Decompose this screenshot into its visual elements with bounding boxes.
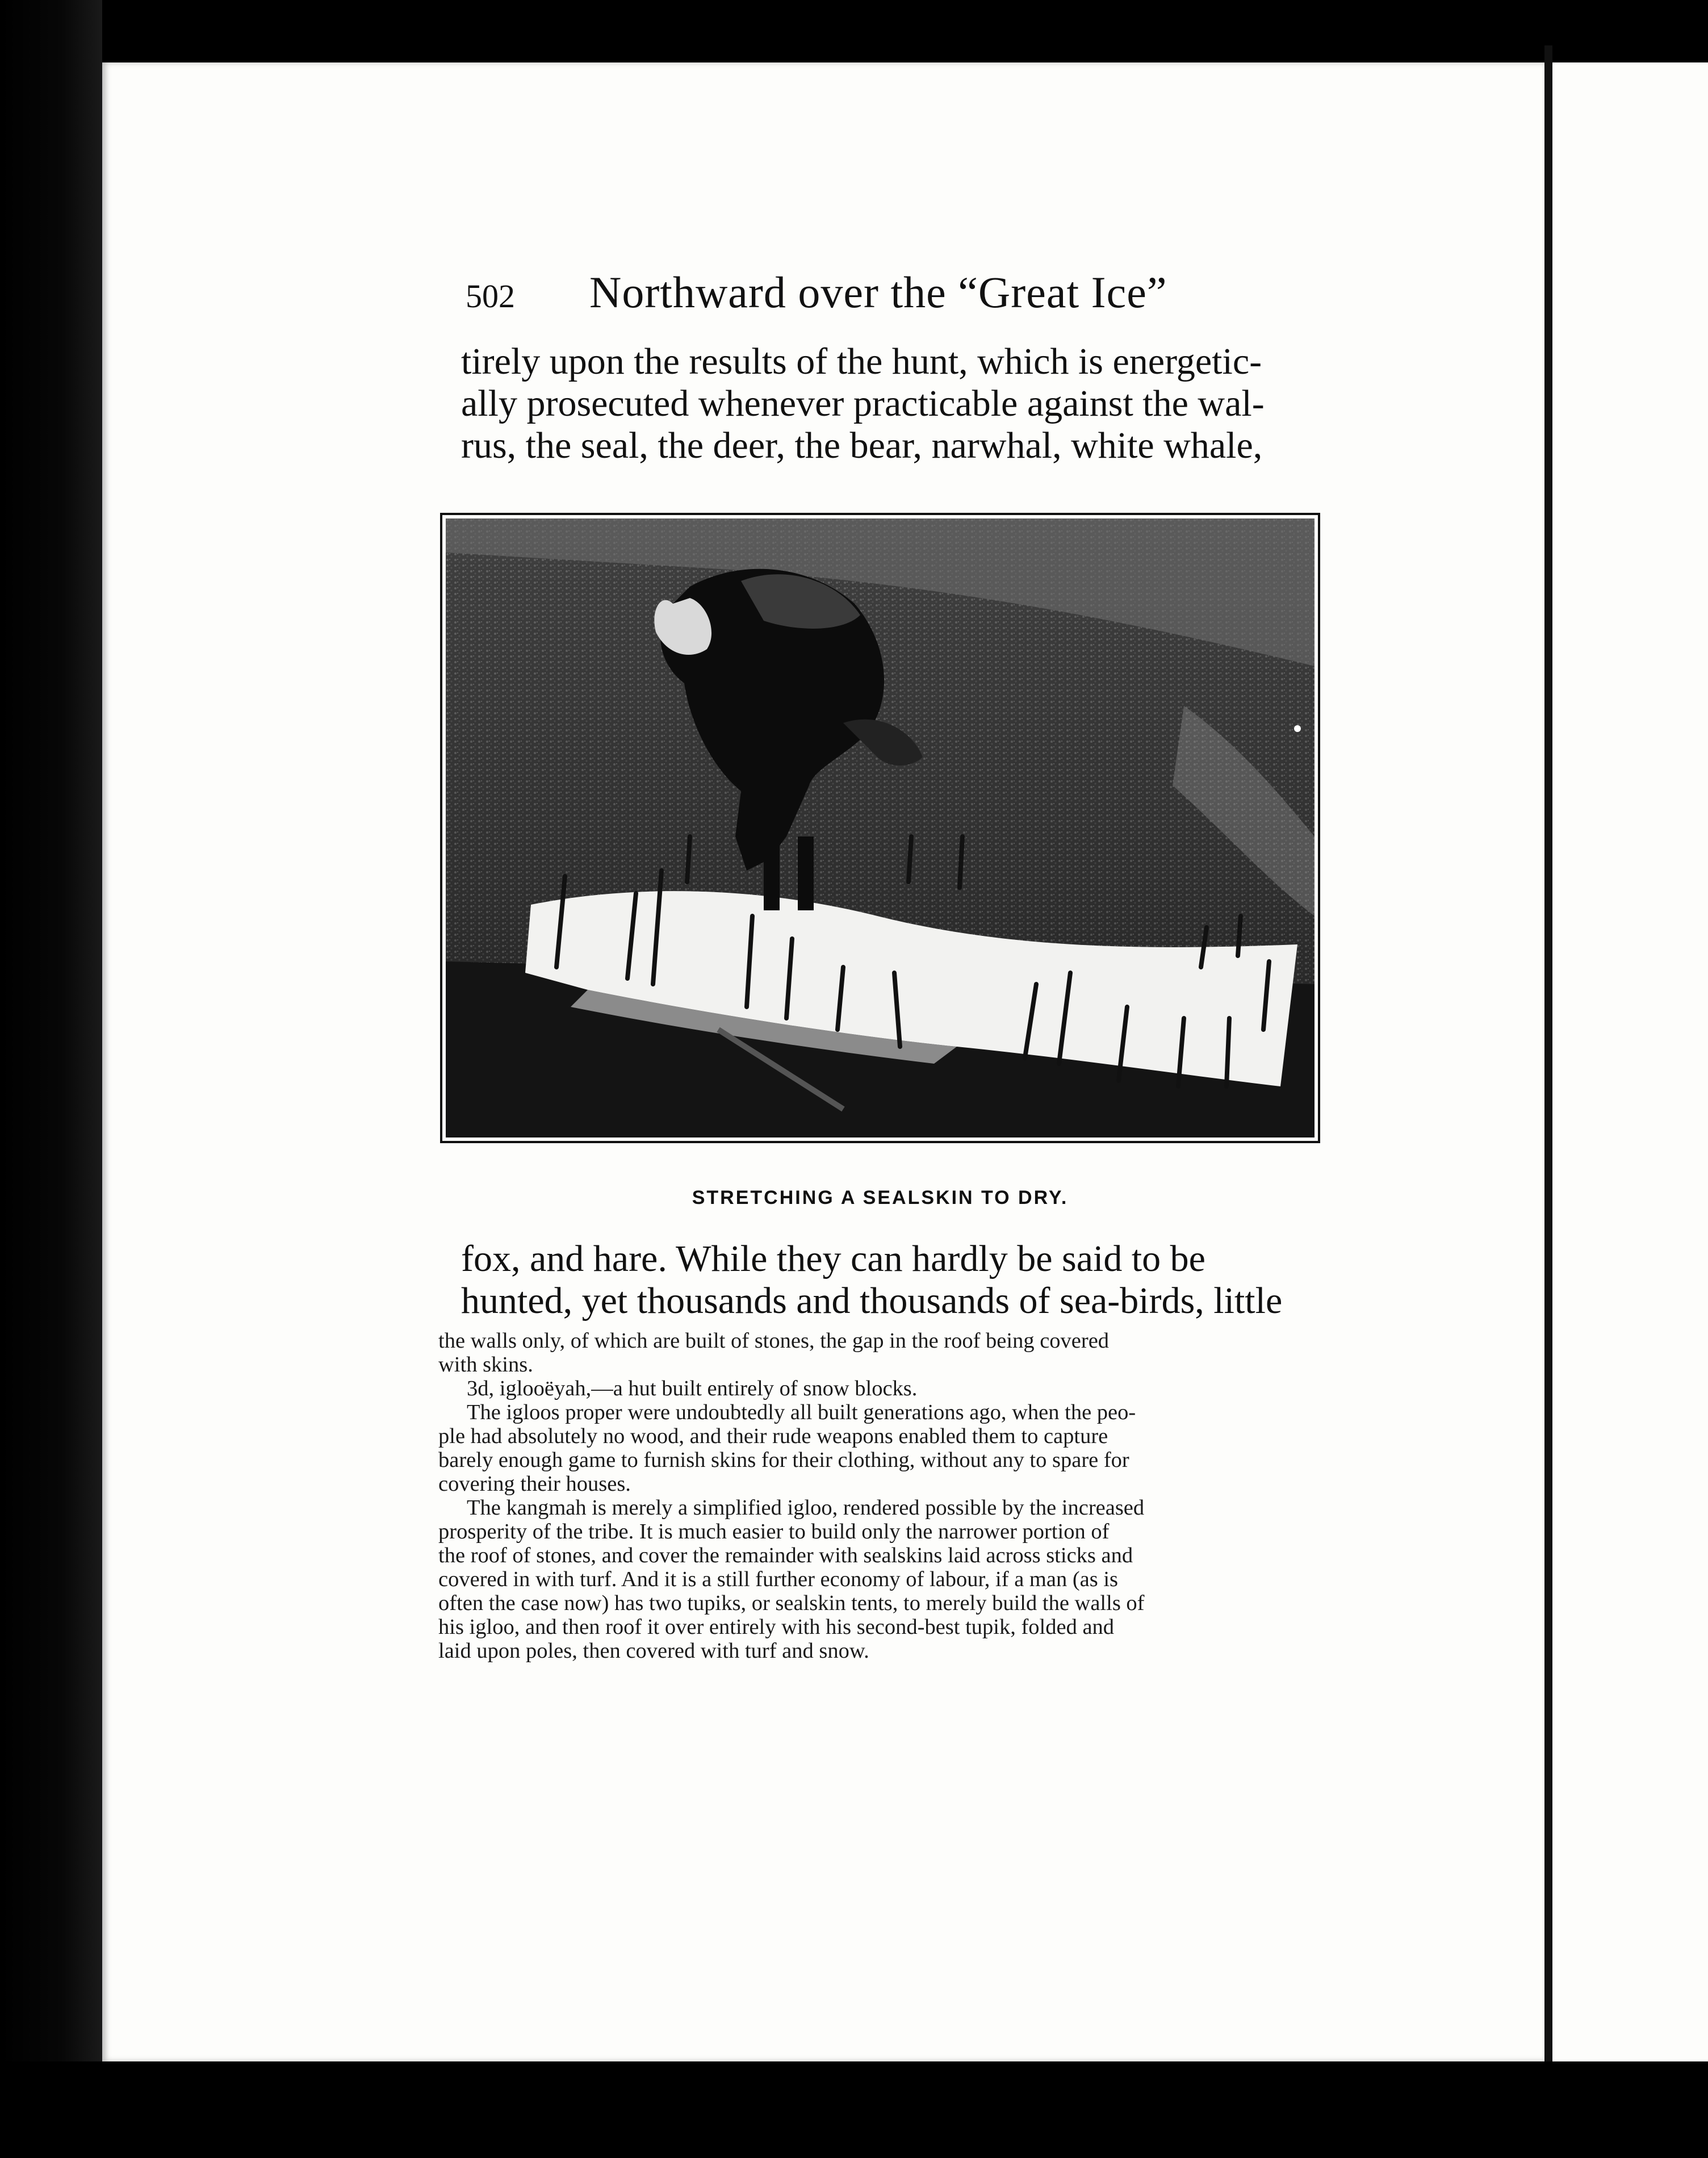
sealskin-photograph (446, 518, 1315, 1137)
footnote-line: often the case now) has two tupiks, or sealskin tents, to merely build the walls of (438, 1591, 1145, 1615)
footnote-block (438, 1329, 1301, 1663)
body-text-middle (461, 1238, 1304, 1322)
footnote-line: with skins. (438, 1353, 533, 1377)
footnote-line: 3d, iglooëyah,—a hut built entirely of snow blocks. (467, 1377, 918, 1400)
figure-caption: STRETCHING A SEALSKIN TO DRY. (692, 1187, 1069, 1208)
footnote-line: The kangmah is merely a simplified igloo, rendered possible by the increased (467, 1496, 1145, 1520)
photograph-frame (440, 513, 1320, 1143)
scan-background-left (0, 0, 102, 2158)
book-gutter (1544, 45, 1552, 2090)
footnote-line: covering their houses. (438, 1472, 631, 1496)
footnote-line: the walls only, of which are built of stones, the gap in the roof being covered (438, 1329, 1110, 1353)
body-line: tirely upon the results of the hunt, which is energetic- (461, 341, 1262, 382)
footnote-line: laid upon poles, then covered with turf and snow. (438, 1639, 869, 1663)
footnote-line: the roof of stones, and cover the remainder with sealskins laid across sticks and (438, 1544, 1133, 1567)
body-text-top (461, 341, 1304, 467)
footnote-line: prosperity of the tribe. It is much easier to build only the narrower portion of (438, 1520, 1110, 1544)
body-line: fox, and hare. While they can hardly be said to be (461, 1238, 1205, 1279)
body-line: ally prosecuted whenever practicable against the wal- (461, 383, 1265, 424)
scan-background-bottom (0, 2061, 1708, 2158)
running-title: Northward over the “Great Ice” (589, 267, 1167, 317)
footnote-line: The igloos proper were undoubtedly all built generations ago, when the peo- (467, 1400, 1136, 1424)
facing-page-edge (1552, 62, 1708, 2061)
footnote-line: his igloo, and then roof it over entirely with his second-best tupik, folded and (438, 1615, 1115, 1639)
body-line: rus, the seal, the deer, the bear, narwhal, white whale, (461, 425, 1263, 466)
page-header (466, 267, 1204, 329)
footnote-line: covered in with turf. And it is a still further economy of labour, if a man (as is (438, 1567, 1119, 1591)
footnote-line: ple had absolutely no wood, and their rude weapons enabled them to capture (438, 1424, 1108, 1448)
footnote-line: barely enough game to furnish skins for their clothing, without any to spare for (438, 1448, 1129, 1472)
body-line: hunted, yet thousands and thousands of sea-birds, little (461, 1280, 1283, 1321)
page-number: 502 (466, 278, 515, 315)
